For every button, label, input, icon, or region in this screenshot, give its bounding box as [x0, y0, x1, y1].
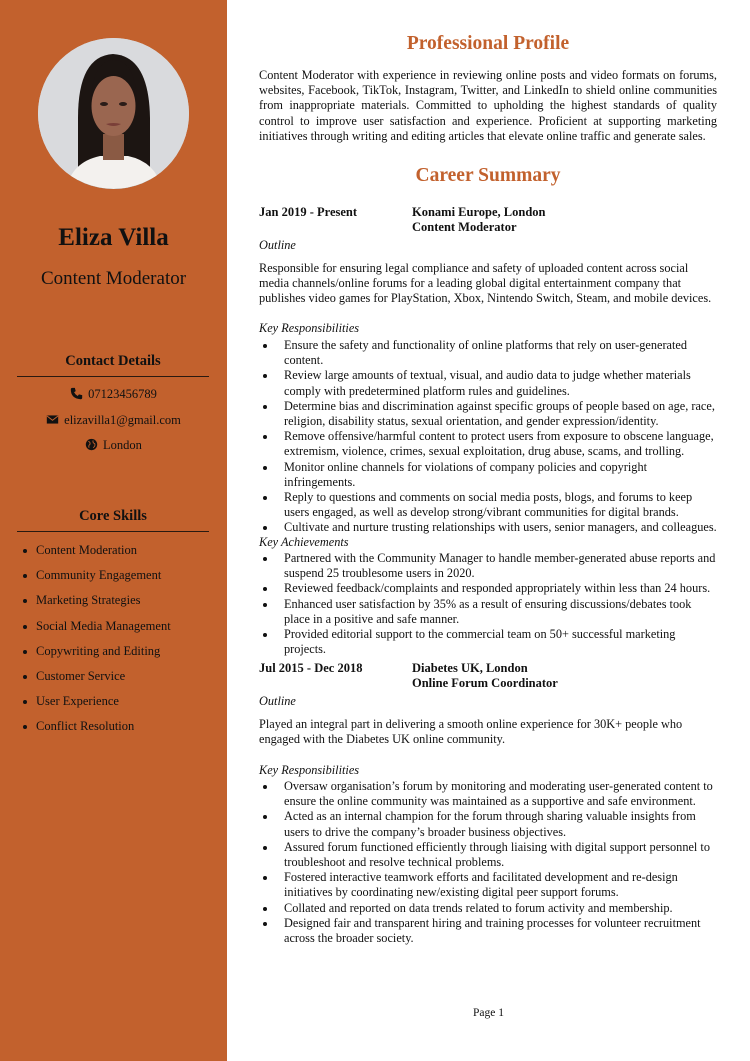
career-heading: Career Summary — [415, 165, 561, 186]
skill-item: Marketing Strategies — [22, 593, 171, 618]
list-item: Oversaw organisation’s forum by monitoring and moderating user-generated content to ensure the online community was maintained as a supportive and safe environment. — [259, 779, 717, 809]
job-dates: Jul 2015 - Dec 2018 — [259, 661, 363, 675]
responsibilities-list — [259, 779, 717, 946]
profile-photo — [38, 38, 189, 189]
skill-item: Social Media Management — [22, 619, 171, 644]
achievements-list — [259, 551, 717, 657]
candidate-role: Content Moderator — [40, 268, 187, 289]
list-item: Designed fair and transparent hiring and training processes for volunteer recruitment across the broader society. — [259, 916, 717, 946]
contact-phone — [0, 387, 227, 402]
job-dates: Jan 2019 - Present — [259, 205, 358, 219]
skills-heading: Core Skills — [17, 508, 209, 532]
portrait-image — [38, 38, 189, 189]
list-item: Ensure the safety and functionality of online platforms that rely on user-generated content. — [259, 338, 717, 368]
list-item: Remove offensive/harmful content to protect users from exposure to obscene language, extremism, violence, crimes, sexual exploitation, drug abuse, scams, and trolling. — [259, 429, 717, 459]
skill-item: Content Moderation — [22, 543, 171, 568]
skill-item: Conflict Resolution — [22, 719, 171, 744]
skill-item: Customer Service — [22, 669, 171, 694]
skills-list — [22, 543, 171, 745]
job-title: Content Moderator — [412, 220, 517, 234]
page-number: Page 1 — [473, 1007, 504, 1019]
skill-item: Community Engagement — [22, 568, 171, 593]
candidate-name: Eliza Villa — [58, 224, 169, 251]
list-item: Provided editorial support to the commercial team on 50+ successful marketing projects. — [259, 627, 717, 657]
contact-location — [0, 438, 227, 453]
list-item: Review large amounts of textual, visual, and audio data to judge whether materials comply with predetermined platform rules and guidelines. — [259, 368, 717, 398]
list-item: Enhanced user satisfaction by 35% as a result of ensuring discussions/debates took place in a positive and safe manner. — [259, 597, 717, 627]
skill-item: User Experience — [22, 694, 171, 719]
list-item: Fostered interactive teamwork efforts and facilitated development and re-design initiatives by coordinating new/existing digital peer support forums. — [259, 870, 717, 900]
list-item: Reviewed feedback/complaints and responded appropriately within less than 24 hours. — [259, 581, 717, 596]
list-item: Acted as an internal champion for the forum through sharing valuable insights from users to drive the company’s broader business objectives. — [259, 809, 717, 839]
location-text: London — [103, 438, 142, 452]
contact-email — [0, 413, 227, 428]
sidebar — [0, 0, 227, 1061]
globe-icon — [85, 438, 98, 451]
job-company: Diabetes UK, London — [412, 661, 528, 675]
job-outline: Responsible for ensuring legal compliance and safety of uploaded content across social media channels/online forums for a leading global digital entertainment company that publishes video games for PlayStation, Xbox, Nintendo Switch, Steam, and mobile devices. — [259, 261, 712, 306]
job-outline: Played an integral part in delivering a smooth online experience for 30K+ people who engaged with the Diabetes UK online community. — [259, 717, 683, 747]
phone-text: 07123456789 — [88, 387, 157, 401]
list-item: Assured forum functioned efficiently through liaising with digital support personnel to troubleshoot and resolve technical problems. — [259, 840, 717, 870]
outline-label: Outline — [259, 238, 296, 252]
list-item: Collated and reported on data trends related to forum activity and membership. — [259, 901, 717, 916]
contact-heading: Contact Details — [17, 353, 209, 377]
job-title: Online Forum Coordinator — [412, 676, 558, 690]
profile-text: Content Moderator with experience in reviewing online posts and video formats on forums, websites, Facebook, TikTok, Instagram, Twitter, and LinkedIn to shield online communities from inappropriate materials. Committed to upholding the highest standards of quality control to improve user satisfaction and experience. Proficient at supporting marketing initiatives through writing and editing articles that elevate online traffic and generate sales. — [259, 68, 717, 143]
envelope-icon — [46, 413, 59, 426]
responsibilities-list — [259, 338, 717, 536]
list-item: Cultivate and nurture trusting relationships with users, senior managers, and colleagues. — [259, 520, 717, 535]
responsibilities-label: Key Responsibilities — [259, 763, 360, 777]
skill-item: Copywriting and Editing — [22, 644, 171, 669]
profile-heading: Professional Profile — [406, 33, 570, 54]
list-item: Determine bias and discrimination against specific groups of people based on age, race, religion, disability status, sexual orientation, and gender expression/identity. — [259, 399, 717, 429]
job-company: Konami Europe, London — [412, 205, 546, 219]
responsibilities-label: Key Responsibilities — [259, 321, 360, 335]
outline-label: Outline — [259, 694, 296, 708]
list-item: Partnered with the Community Manager to handle member-generated abuse reports and suspend 25 troublesome users in 2020. — [259, 551, 717, 581]
list-item: Monitor online channels for violations of company policies and copyright infringements. — [259, 460, 717, 490]
email-text: elizavilla1@gmail.com — [64, 413, 181, 427]
list-item: Reply to questions and comments on social media posts, blogs, and forums to keep users engaged, as well as develop strong/vibrant communities for digital brands. — [259, 490, 717, 520]
achievements-label: Key Achievements — [259, 535, 349, 549]
phone-icon — [70, 387, 83, 400]
